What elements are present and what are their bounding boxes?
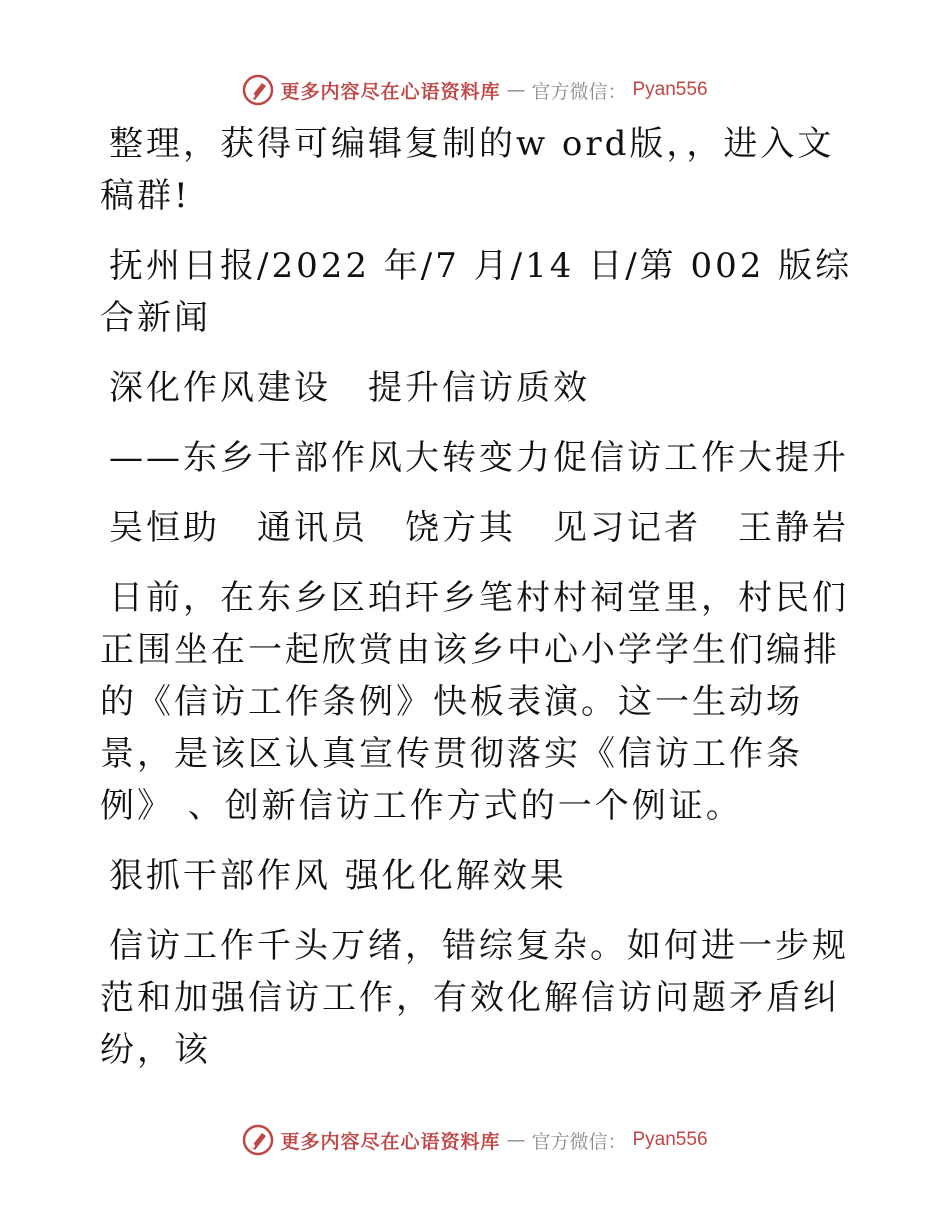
watermark-label: 官方微信： xyxy=(531,80,627,103)
footer-watermark xyxy=(0,1120,950,1160)
article-title: 深化作风建设 提升信访质效 xyxy=(109,368,590,408)
watermark-brand: 更多内容尽在心语资料库 xyxy=(280,1130,501,1153)
watermark-brand: 更多内容尽在心语资料库 xyxy=(280,80,501,103)
watermark-separator: — xyxy=(506,79,526,101)
watermark-separator: — xyxy=(506,1129,526,1151)
body-paragraph: 日前，在东乡区珀玕乡笔村村祠堂里，村民们正围坐在一起欣赏由该乡中心小学学生们编排的《信访工作条例》快板表演。这一生动场景，是该区认真宣传贯彻落实《信访工作条例》 、创新信访工作方式的一个例证。 xyxy=(100,578,849,826)
article-subtitle: ——东乡干部作风大转变力促信访工作大提升 xyxy=(109,438,849,478)
document-body xyxy=(100,118,860,1094)
intro-note: 整理，获得可编辑复制的w ord版，，进入文稿群! xyxy=(100,124,835,216)
body-paragraph: 信访工作千头万绪，错综复杂。如何进一步规范和加强信访工作，有效化解信访问题矛盾纠纷，该 xyxy=(100,926,849,1070)
section-heading: 狠抓干部作风 强化化解效果 xyxy=(109,856,567,896)
byline: 吴恒助 通讯员 饶方其 见习记者 王静岩 xyxy=(109,508,849,548)
watermark-wechat-id: Pyan556 xyxy=(632,79,708,100)
header-watermark xyxy=(0,70,950,110)
pen-circle-logo-icon xyxy=(242,74,274,106)
source-line: 抚州日报/2022 年/7 月/14 日/第 002 版综合新闻 xyxy=(100,246,853,338)
watermark-label: 官方微信： xyxy=(531,1130,627,1153)
pen-circle-logo-icon xyxy=(242,1124,274,1156)
watermark-wechat-id: Pyan556 xyxy=(632,1129,708,1150)
